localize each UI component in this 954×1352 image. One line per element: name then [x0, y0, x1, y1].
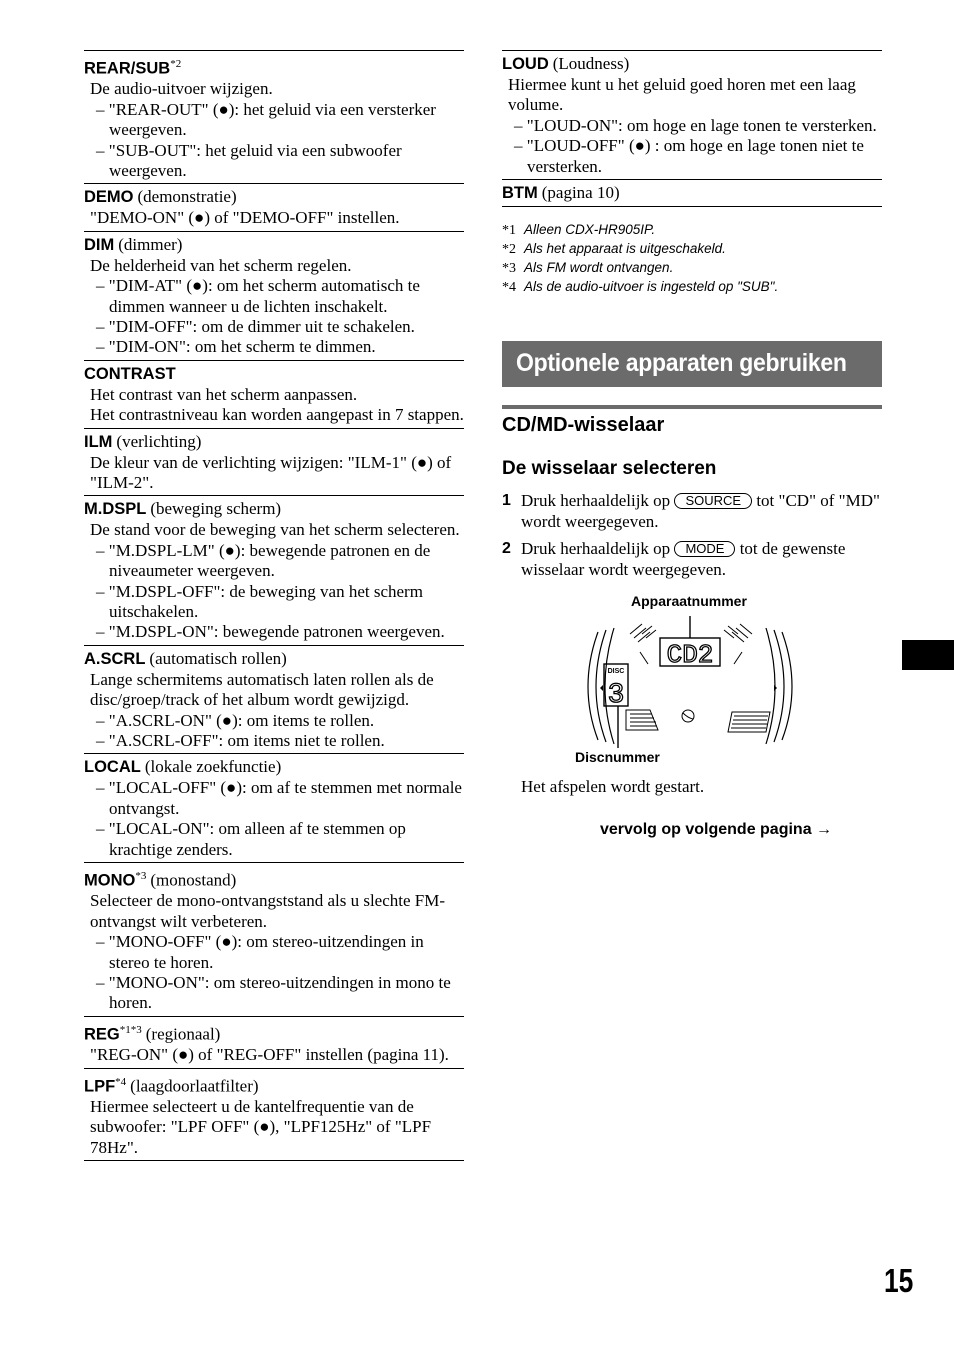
setting-option: – "REAR-OUT" (●): het geluid via een versterker weergeven.	[96, 99, 436, 140]
setting-entry	[84, 495, 464, 644]
setting-option: – "M.DSPL-OFF": de beweging van het scherm uitschakelen.	[96, 581, 423, 622]
setting-description: Selecteer de mono-ontvangststand als u slechte FM-ontvangst wilt verbeteren.	[90, 891, 446, 931]
setting-option: – "LOCAL-OFF" (●): om af te stemmen met normale ontvangst.	[96, 778, 462, 818]
footnote-mark: *3	[502, 261, 516, 277]
setting-description: Het contrast van het scherm aanpassen.	[90, 384, 358, 404]
setting-subtitle: (regionaal)	[145, 1024, 221, 1044]
setting-entry	[84, 1016, 464, 1068]
setting-description: Lange schermitems automatisch laten rollen als de disc/groep/track of het album wordt gewijzigd.	[90, 669, 434, 710]
setting-option: – "DIM-OFF": om de dimmer uit te schakelen.	[96, 316, 415, 336]
setting-entry	[84, 1068, 464, 1162]
footnote	[502, 240, 882, 259]
setting-entry	[84, 645, 464, 754]
setting-entry	[84, 231, 464, 360]
setting-subtitle: (verlichting)	[116, 431, 202, 451]
step-text-before: Druk herhaaldelijk op	[521, 539, 671, 558]
setting-entry	[84, 360, 464, 428]
footnote-ref: *1*3	[119, 1023, 142, 1036]
setting-subtitle: (lokale zoekfunctie)	[144, 757, 282, 777]
section-rule	[502, 405, 882, 409]
mode-button: MODE	[674, 541, 735, 557]
disc-number-label: Discnummer	[575, 749, 660, 765]
setting-entry	[84, 50, 464, 183]
footnote-text: Alleen CDX-HR905IP.	[524, 222, 656, 238]
footnote	[502, 259, 882, 278]
section-banner	[502, 341, 882, 387]
footnote	[502, 278, 882, 297]
setting-term: REAR/SUB	[84, 59, 171, 78]
section-title: Optionele apparaten gebruiken	[516, 349, 847, 377]
left-column	[84, 50, 464, 1161]
step-number: 1	[502, 492, 511, 509]
setting-option: – "A.SCRL-ON" (●): om items te rollen.	[96, 710, 375, 730]
setting-subtitle: (automatisch rollen)	[149, 648, 287, 668]
setting-entry	[502, 50, 882, 179]
right-column	[502, 50, 882, 297]
subheading: De wisselaar selecteren	[502, 458, 717, 479]
footnote-mark: *4	[502, 280, 516, 296]
step-text-after: tot de gewenste wisselaar wordt weergegeven.	[521, 539, 846, 579]
setting-term: CONTRAST	[84, 364, 176, 383]
setting-description: Hiermee kunt u het geluid goed horen met een laag volume.	[508, 75, 856, 115]
disc-number-display: 3	[607, 680, 625, 711]
step-text-after: tot "CD" of "MD" wordt weergegeven.	[521, 491, 880, 531]
setting-subtitle: (beweging scherm)	[150, 499, 282, 519]
setting-option: – "MONO-OFF" (●): om stereo-uitzendingen in stereo te horen.	[96, 932, 424, 972]
setting-description: Hiermee selecteert u de kantelfrequentie van de subwoofer: "LPF OFF" (●), "LPF125Hz" of "LPF 78Hz".	[90, 1096, 432, 1157]
setting-option: – "A.SCRL-OFF": om items niet te rollen.	[96, 731, 385, 751]
setting-description: De audio-uitvoer wijzigen.	[90, 79, 273, 99]
setting-term: DIM	[84, 235, 115, 254]
setting-term: LOUD	[502, 55, 549, 73]
step-2	[502, 538, 882, 580]
footnote-text: Als de audio-uitvoer is ingesteld op "SUB".	[524, 279, 779, 295]
setting-option: – "M.DSPL-LM" (●): bewegende patronen en de niveaumeter weergeven.	[96, 540, 431, 581]
setting-description: "REG-ON" (●) of "REG-OFF" instellen (pagina 11).	[90, 1045, 449, 1065]
subsection-title: CD/MD-wisselaar	[502, 414, 665, 436]
setting-term: ILM	[84, 432, 113, 451]
footnote-text: Als het apparaat is uitgeschakeld.	[524, 241, 726, 257]
setting-description: "DEMO-ON" (●) of "DEMO-OFF" instellen.	[90, 208, 400, 228]
footnote-mark: *1	[502, 223, 516, 239]
footnote-ref: *3	[135, 870, 147, 883]
setting-entry	[84, 428, 464, 496]
setting-subtitle: (demonstratie)	[137, 187, 237, 207]
setting-subtitle: (Loudness)	[552, 54, 630, 73]
result-text: Het afspelen wordt gestart.	[521, 777, 705, 796]
step-text-before: Druk herhaaldelijk op	[521, 491, 671, 510]
setting-option: – "LOCAL-ON": om alleen af te stemmen op krachtige zenders.	[96, 819, 406, 859]
unit-display-text: CD2	[666, 640, 714, 670]
page-number: 15	[884, 1262, 914, 1299]
setting-term: A.SCRL	[84, 649, 146, 668]
setting-option: – "DIM-ON": om het scherm te dimmen.	[96, 337, 376, 357]
unit-number-label: Apparaatnummer	[631, 593, 747, 609]
setting-option: – "LOUD-ON": om hoge en lage tonen te versterken.	[514, 115, 877, 135]
setting-description: De helderheid van het scherm regelen.	[90, 255, 352, 275]
thumb-tab	[902, 640, 954, 670]
source-button: SOURCE	[674, 493, 752, 509]
setting-option: – "SUB-OUT": het geluid via een subwoofer weergeven.	[96, 140, 402, 180]
setting-term: REG	[84, 1025, 120, 1044]
setting-description: De kleur van de verlichting wijzigen: "ILM-1" (●) of "ILM-2".	[90, 452, 452, 493]
right-entries	[502, 50, 882, 207]
footnote	[502, 221, 882, 240]
footnote-ref: *4	[115, 1075, 127, 1088]
setting-subtitle: (dimmer)	[118, 234, 183, 254]
setting-description: De stand voor de beweging van het scherm selecteren.	[90, 520, 460, 540]
setting-option: – "M.DSPL-ON": bewegende patronen weergeven.	[96, 622, 445, 642]
setting-entry	[84, 753, 464, 862]
setting-term: M.DSPL	[84, 500, 147, 519]
setting-entry	[502, 179, 882, 207]
footnote-ref: *2	[170, 58, 182, 70]
footnote-mark: *2	[502, 242, 516, 258]
setting-description: Het contrastniveau kan worden aangepast in 7 stappen.	[90, 405, 464, 425]
step-1	[502, 490, 882, 532]
disc-label: DISC	[607, 668, 625, 675]
footnotes	[502, 221, 882, 297]
setting-entry	[84, 862, 464, 1016]
setting-term: LOCAL	[84, 758, 141, 777]
setting-subtitle: (monostand)	[150, 870, 237, 890]
setting-subtitle: (pagina 10)	[541, 183, 620, 203]
setting-entry	[84, 183, 464, 230]
footnote-text: Als FM wordt ontvangen.	[524, 260, 674, 276]
setting-option: – "LOUD-OFF" (●) : om hoge en lage tonen niet te versterken.	[514, 136, 864, 176]
continue-text: vervolg op volgende pagina →	[600, 821, 833, 838]
setting-term: LPF	[84, 1076, 116, 1095]
display-illustration	[570, 612, 810, 762]
setting-option: – "DIM-AT" (●): om het scherm automatisch te dimmen wanneer u de lichten inschakelt.	[96, 276, 420, 316]
setting-subtitle: (laagdoorlaatfilter)	[130, 1075, 259, 1095]
setting-option: – "MONO-ON": om stereo-uitzendingen in mono te horen.	[96, 973, 451, 1013]
setting-term: DEMO	[84, 188, 134, 207]
setting-term: BTM	[502, 184, 538, 203]
setting-term: MONO	[84, 871, 136, 890]
step-number: 2	[502, 540, 511, 557]
